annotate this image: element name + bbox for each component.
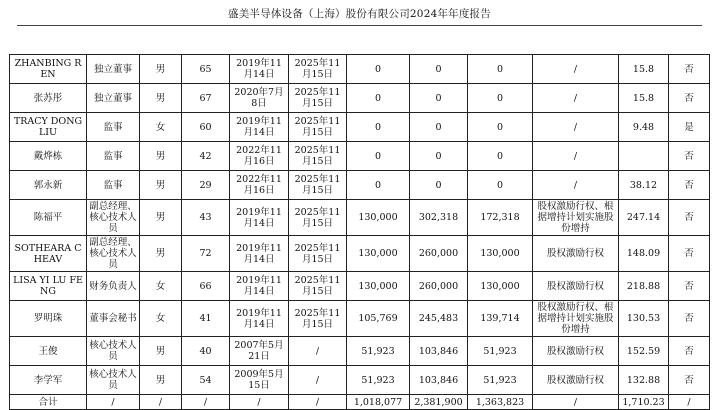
term-end-cell: 2025年11月15日 bbox=[289, 171, 347, 200]
related-party-cell: 否 bbox=[669, 142, 710, 171]
title-cell: 财务负责人 bbox=[87, 272, 140, 301]
table-row bbox=[10, 272, 710, 301]
name-cell: LISA YI LU FENG bbox=[10, 272, 87, 301]
change-reason-cell: 股权激励行权 bbox=[533, 272, 619, 301]
gender-cell: 男 bbox=[140, 55, 182, 84]
term-end-cell: 2025年11月15日 bbox=[289, 84, 347, 113]
gender-cell: / bbox=[140, 395, 182, 410]
shares-start-cell: 1,018,077 bbox=[347, 395, 410, 410]
shares-change-cell: 139,714 bbox=[468, 301, 533, 337]
pay-cell: 9.48 bbox=[619, 113, 669, 142]
shares-change-cell: 130,000 bbox=[468, 272, 533, 301]
table-row bbox=[10, 55, 710, 84]
term-end-cell: 2025年11月15日 bbox=[289, 301, 347, 337]
pay-cell: 218.88 bbox=[619, 272, 669, 301]
name-cell: 罗明珠 bbox=[10, 301, 87, 337]
term-end-cell: 2025年11月15日 bbox=[289, 55, 347, 84]
age-cell: 66 bbox=[182, 272, 230, 301]
total-label-cell: 合计 bbox=[10, 395, 87, 410]
title-cell: 监事 bbox=[87, 171, 140, 200]
shares-end-cell: 260,000 bbox=[410, 236, 468, 272]
related-party-cell: 否 bbox=[669, 366, 710, 395]
table-row bbox=[10, 200, 710, 236]
related-party-cell: 否 bbox=[669, 337, 710, 366]
shares-start-cell: 130,000 bbox=[347, 200, 410, 236]
shares-start-cell: 130,000 bbox=[347, 272, 410, 301]
name-cell: 张苏彤 bbox=[10, 84, 87, 113]
shares-start-cell: 0 bbox=[347, 84, 410, 113]
total-row bbox=[10, 395, 710, 410]
related-party-cell: 否 bbox=[669, 84, 710, 113]
shares-end-cell: 0 bbox=[410, 171, 468, 200]
table-row bbox=[10, 366, 710, 395]
shares-change-cell: 0 bbox=[468, 142, 533, 171]
pay-cell: 130.53 bbox=[619, 301, 669, 337]
shares-end-cell: 103,846 bbox=[410, 337, 468, 366]
shares-start-cell: 51,923 bbox=[347, 337, 410, 366]
related-party-cell: 否 bbox=[669, 301, 710, 337]
age-cell: 29 bbox=[182, 171, 230, 200]
title-cell: / bbox=[87, 395, 140, 410]
term-start-cell: 2022年11月16日 bbox=[230, 142, 289, 171]
term-end-cell: 2025年11月15日 bbox=[289, 236, 347, 272]
shares-end-cell: 260,000 bbox=[410, 272, 468, 301]
term-start-cell: 2019年11月14日 bbox=[230, 301, 289, 337]
gender-cell: 男 bbox=[140, 142, 182, 171]
term-start-cell: 2019年11月14日 bbox=[230, 55, 289, 84]
shares-end-cell: 2,381,900 bbox=[410, 395, 468, 410]
shares-change-cell: 1,363,823 bbox=[468, 395, 533, 410]
shares-start-cell: 105,769 bbox=[347, 301, 410, 337]
change-reason-cell: / bbox=[533, 113, 619, 142]
header-rule bbox=[17, 25, 702, 26]
term-start-cell: 2019年11月14日 bbox=[230, 113, 289, 142]
name-cell: ZHANBING REN bbox=[10, 55, 87, 84]
gender-cell: 女 bbox=[140, 272, 182, 301]
title-cell: 副总经理、核心技术人员 bbox=[87, 236, 140, 272]
shares-end-cell: 0 bbox=[410, 55, 468, 84]
age-cell: 54 bbox=[182, 366, 230, 395]
report-header: 盛美半导体设备（上海）股份有限公司2024年年度报告 bbox=[228, 8, 491, 20]
name-cell: 郭永新 bbox=[10, 171, 87, 200]
age-cell: 42 bbox=[182, 142, 230, 171]
pay-cell: 148.09 bbox=[619, 236, 669, 272]
shares-start-cell: 0 bbox=[347, 142, 410, 171]
shares-change-cell: 51,923 bbox=[468, 337, 533, 366]
change-reason-cell: / bbox=[533, 142, 619, 171]
gender-cell: 男 bbox=[140, 337, 182, 366]
gender-cell: 男 bbox=[140, 366, 182, 395]
shares-change-cell: 0 bbox=[468, 113, 533, 142]
related-party-cell: 否 bbox=[669, 272, 710, 301]
executive-table bbox=[9, 54, 710, 410]
pay-cell bbox=[619, 142, 669, 171]
shares-start-cell: 0 bbox=[347, 55, 410, 84]
shares-end-cell: 245,483 bbox=[410, 301, 468, 337]
table-row bbox=[10, 171, 710, 200]
change-reason-cell: 股权激励行权 bbox=[533, 337, 619, 366]
term-start-cell: 2019年11月14日 bbox=[230, 272, 289, 301]
age-cell: 40 bbox=[182, 337, 230, 366]
term-end-cell: 2025年11月15日 bbox=[289, 272, 347, 301]
pay-cell: 132.88 bbox=[619, 366, 669, 395]
age-cell: 41 bbox=[182, 301, 230, 337]
title-cell: 核心技术人员 bbox=[87, 366, 140, 395]
age-cell: 72 bbox=[182, 236, 230, 272]
table-row bbox=[10, 113, 710, 142]
related-party-cell: 否 bbox=[669, 55, 710, 84]
shares-start-cell: 0 bbox=[347, 113, 410, 142]
table-row bbox=[10, 84, 710, 113]
age-cell: 65 bbox=[182, 55, 230, 84]
shares-end-cell: 0 bbox=[410, 113, 468, 142]
shares-change-cell: 0 bbox=[468, 55, 533, 84]
name-cell: 王俊 bbox=[10, 337, 87, 366]
shares-end-cell: 0 bbox=[410, 84, 468, 113]
change-reason-cell: / bbox=[533, 55, 619, 84]
term-end-cell: 2025年11月15日 bbox=[289, 113, 347, 142]
term-end-cell: / bbox=[289, 337, 347, 366]
gender-cell: 女 bbox=[140, 113, 182, 142]
shares-change-cell: 172,318 bbox=[468, 200, 533, 236]
shares-start-cell: 0 bbox=[347, 171, 410, 200]
term-end-cell: / bbox=[289, 395, 347, 410]
title-cell: 核心技术人员 bbox=[87, 337, 140, 366]
shares-change-cell: 130,000 bbox=[468, 236, 533, 272]
term-end-cell: 2025年11月15日 bbox=[289, 200, 347, 236]
shares-end-cell: 0 bbox=[410, 142, 468, 171]
name-cell: 戴烨栋 bbox=[10, 142, 87, 171]
name-cell: TRACY DONG LIU bbox=[10, 113, 87, 142]
term-start-cell: 2009年5月15日 bbox=[230, 366, 289, 395]
pay-cell: 15.8 bbox=[619, 84, 669, 113]
shares-end-cell: 302,318 bbox=[410, 200, 468, 236]
shares-change-cell: 0 bbox=[468, 171, 533, 200]
change-reason-cell: 股权激励行权、根据增持计划实施股份增持 bbox=[533, 200, 619, 236]
shares-change-cell: 0 bbox=[468, 84, 533, 113]
related-party-cell: 是 bbox=[669, 113, 710, 142]
change-reason-cell: / bbox=[533, 395, 619, 410]
shares-change-cell: 51,923 bbox=[468, 366, 533, 395]
pay-cell: 15.8 bbox=[619, 55, 669, 84]
pay-cell: 1,710.23 bbox=[619, 395, 669, 410]
change-reason-cell: 股权激励行权 bbox=[533, 236, 619, 272]
shares-end-cell: 103,846 bbox=[410, 366, 468, 395]
table-row bbox=[10, 301, 710, 337]
gender-cell: 男 bbox=[140, 200, 182, 236]
age-cell: 60 bbox=[182, 113, 230, 142]
age-cell: 67 bbox=[182, 84, 230, 113]
term-start-cell: / bbox=[230, 395, 289, 410]
title-cell: 副总经理、核心技术人员 bbox=[87, 200, 140, 236]
name-cell: 陈福平 bbox=[10, 200, 87, 236]
gender-cell: 男 bbox=[140, 236, 182, 272]
related-party-cell: 否 bbox=[669, 236, 710, 272]
related-party-cell: 否 bbox=[669, 171, 710, 200]
title-cell: 独立董事 bbox=[87, 55, 140, 84]
title-cell: 独立董事 bbox=[87, 84, 140, 113]
name-cell: SOTHEARA CHEAV bbox=[10, 236, 87, 272]
change-reason-cell: 股权激励行权 bbox=[533, 366, 619, 395]
related-party-cell: 否 bbox=[669, 200, 710, 236]
title-cell: 监事 bbox=[87, 142, 140, 171]
table-row bbox=[10, 142, 710, 171]
title-cell: 监事 bbox=[87, 113, 140, 142]
related-party-cell: / bbox=[669, 395, 710, 410]
title-cell: 董事会秘书 bbox=[87, 301, 140, 337]
age-cell: 43 bbox=[182, 200, 230, 236]
gender-cell: 女 bbox=[140, 301, 182, 337]
term-end-cell: 2025年11月15日 bbox=[289, 142, 347, 171]
term-start-cell: 2007年5月21日 bbox=[230, 337, 289, 366]
table-row bbox=[10, 236, 710, 272]
pay-cell: 247.14 bbox=[619, 200, 669, 236]
change-reason-cell: / bbox=[533, 171, 619, 200]
shares-start-cell: 130,000 bbox=[347, 236, 410, 272]
shares-start-cell: 51,923 bbox=[347, 366, 410, 395]
term-start-cell: 2022年11月16日 bbox=[230, 171, 289, 200]
pay-cell: 152.59 bbox=[619, 337, 669, 366]
gender-cell: 男 bbox=[140, 84, 182, 113]
term-end-cell: / bbox=[289, 366, 347, 395]
term-start-cell: 2019年11月14日 bbox=[230, 200, 289, 236]
pay-cell: 38.12 bbox=[619, 171, 669, 200]
gender-cell: 男 bbox=[140, 171, 182, 200]
name-cell: 李学军 bbox=[10, 366, 87, 395]
change-reason-cell: / bbox=[533, 84, 619, 113]
age-cell: / bbox=[182, 395, 230, 410]
table-row bbox=[10, 337, 710, 366]
term-start-cell: 2020年7月8日 bbox=[230, 84, 289, 113]
change-reason-cell: 股权激励行权、根据增持计划实施股份增持 bbox=[533, 301, 619, 337]
term-start-cell: 2019年11月14日 bbox=[230, 236, 289, 272]
